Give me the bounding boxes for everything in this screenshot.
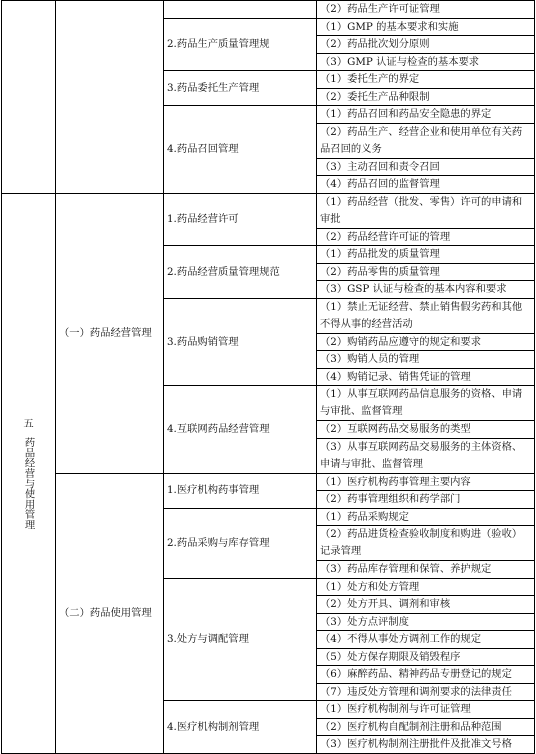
table-row	[2, 473, 535, 491]
outline-item: （4）药品召回的监督管理	[317, 176, 535, 194]
point-cell: 4.药品召回管理	[164, 106, 317, 194]
outline-item: （2）药品生产、经营企业和使用单位有关药品召回的义务	[317, 123, 535, 158]
outline-item: （1）药品采购规定	[317, 508, 535, 526]
point-cell: 4.医疗机构制剂管理	[164, 701, 317, 754]
table-row	[2, 1, 535, 19]
outline-item: （1）GMP 的基本要求和实施	[317, 18, 535, 36]
outline-item: （2）药品零售的质量管理	[317, 263, 535, 281]
subunit-cell: （二）药品使用管理	[56, 473, 164, 753]
table-row	[2, 193, 535, 228]
outline-item: （2）药事管理组织和药学部门	[317, 491, 535, 509]
outline-item: （6）麻醉药品、精神药品专册登记的规定	[317, 666, 535, 684]
point-cell: 2.药品采购与库存管理	[164, 508, 317, 578]
outline-item: （7）违反处方管理和调剂要求的法律责任	[317, 683, 535, 701]
outline-item: （2）药品进货检查验收制度和购进（验收）记录管理	[317, 526, 535, 561]
outline-item: （2）药品批次划分原则	[317, 36, 535, 54]
outline-item: （2）医疗机构自配制剂注册和品种范围	[317, 718, 535, 736]
point-cell: 3.药品委托生产管理	[164, 71, 317, 106]
outline-item: （1）从事互联网药品信息服务的资格、申请与审批、监督管理	[317, 386, 535, 421]
outline-item: （5）处方保存期限及销毁程序	[317, 648, 535, 666]
outline-item: （3）购销人员的管理	[317, 351, 535, 369]
outline-item: （3）医疗机构制剂注册批件及批准文号格	[317, 736, 535, 754]
outline-item: （1）药品批发的质量管理	[317, 246, 535, 264]
point-cell: 2.药品生产质量管理规	[164, 18, 317, 71]
outline-item: （4）购销记录、销售凭证的管理	[317, 368, 535, 386]
outline-item: （3）药品库存管理和保管、养护规定	[317, 561, 535, 579]
outline-table-body	[2, 1, 535, 754]
outline-item: （1）禁止无证经营、禁止销售假劣药和其他不得从事的经营活动	[317, 298, 535, 333]
outline-item: （1）医疗机构制剂与许可证管理	[317, 701, 535, 719]
point-cell: 3.药品购销管理	[164, 298, 317, 386]
outline-item: （2）委托生产品种限制	[317, 88, 535, 106]
outline-item: （3）GSP 认证与检查的基本内容和要求	[317, 281, 535, 299]
unit-number: 五	[23, 417, 34, 430]
exam-outline-table	[1, 0, 535, 754]
outline-item: （2）处方开具、调剂和审核	[317, 596, 535, 614]
unit-title: 药品经营与使用管理	[22, 437, 35, 531]
point-cell	[164, 1, 317, 19]
outline-item: （2）药品经营许可证的管理	[317, 228, 535, 246]
outline-item: （1）处方和处方管理	[317, 578, 535, 596]
outline-item: （2）互联网药品交易服务的类型	[317, 421, 535, 439]
outline-item: （1）药品召回和药品安全隐患的界定	[317, 106, 535, 124]
subunit-cell: （一）药品经营管理	[56, 193, 164, 473]
outline-item: （4）不得从事处方调剂工作的规定	[317, 631, 535, 649]
subunit-cell-continued	[56, 1, 164, 194]
outline-item: （3）处方点评制度	[317, 613, 535, 631]
outline-item: （1）药品经营（批发、零售）许可的申请和审批	[317, 193, 535, 228]
outline-item: （3）GMP 认证与检查的基本要求	[317, 53, 535, 71]
point-cell: 1.药品经营许可	[164, 193, 317, 246]
outline-item: （1）医疗机构药事管理主要内容	[317, 473, 535, 491]
outline-item: （2）药品生产许可证管理	[317, 1, 535, 19]
point-cell: 4.互联网药品经营管理	[164, 386, 317, 474]
outline-item: （3）从事互联网药品交易服务的主体资格、申请与审批、监督管理	[317, 438, 535, 473]
point-cell: 1.医疗机构药事管理	[164, 473, 317, 508]
outline-item: （2）购销药品应遵守的规定和要求	[317, 333, 535, 351]
unit-cell-continued	[2, 1, 56, 194]
outline-item: （1）委托生产的界定	[317, 71, 535, 89]
point-cell: 3.处方与调配管理	[164, 578, 317, 701]
unit-cell	[2, 193, 56, 753]
point-cell: 2.药品经营质量管理规范	[164, 246, 317, 299]
outline-item: （3）主动召回和责令召回	[317, 158, 535, 176]
